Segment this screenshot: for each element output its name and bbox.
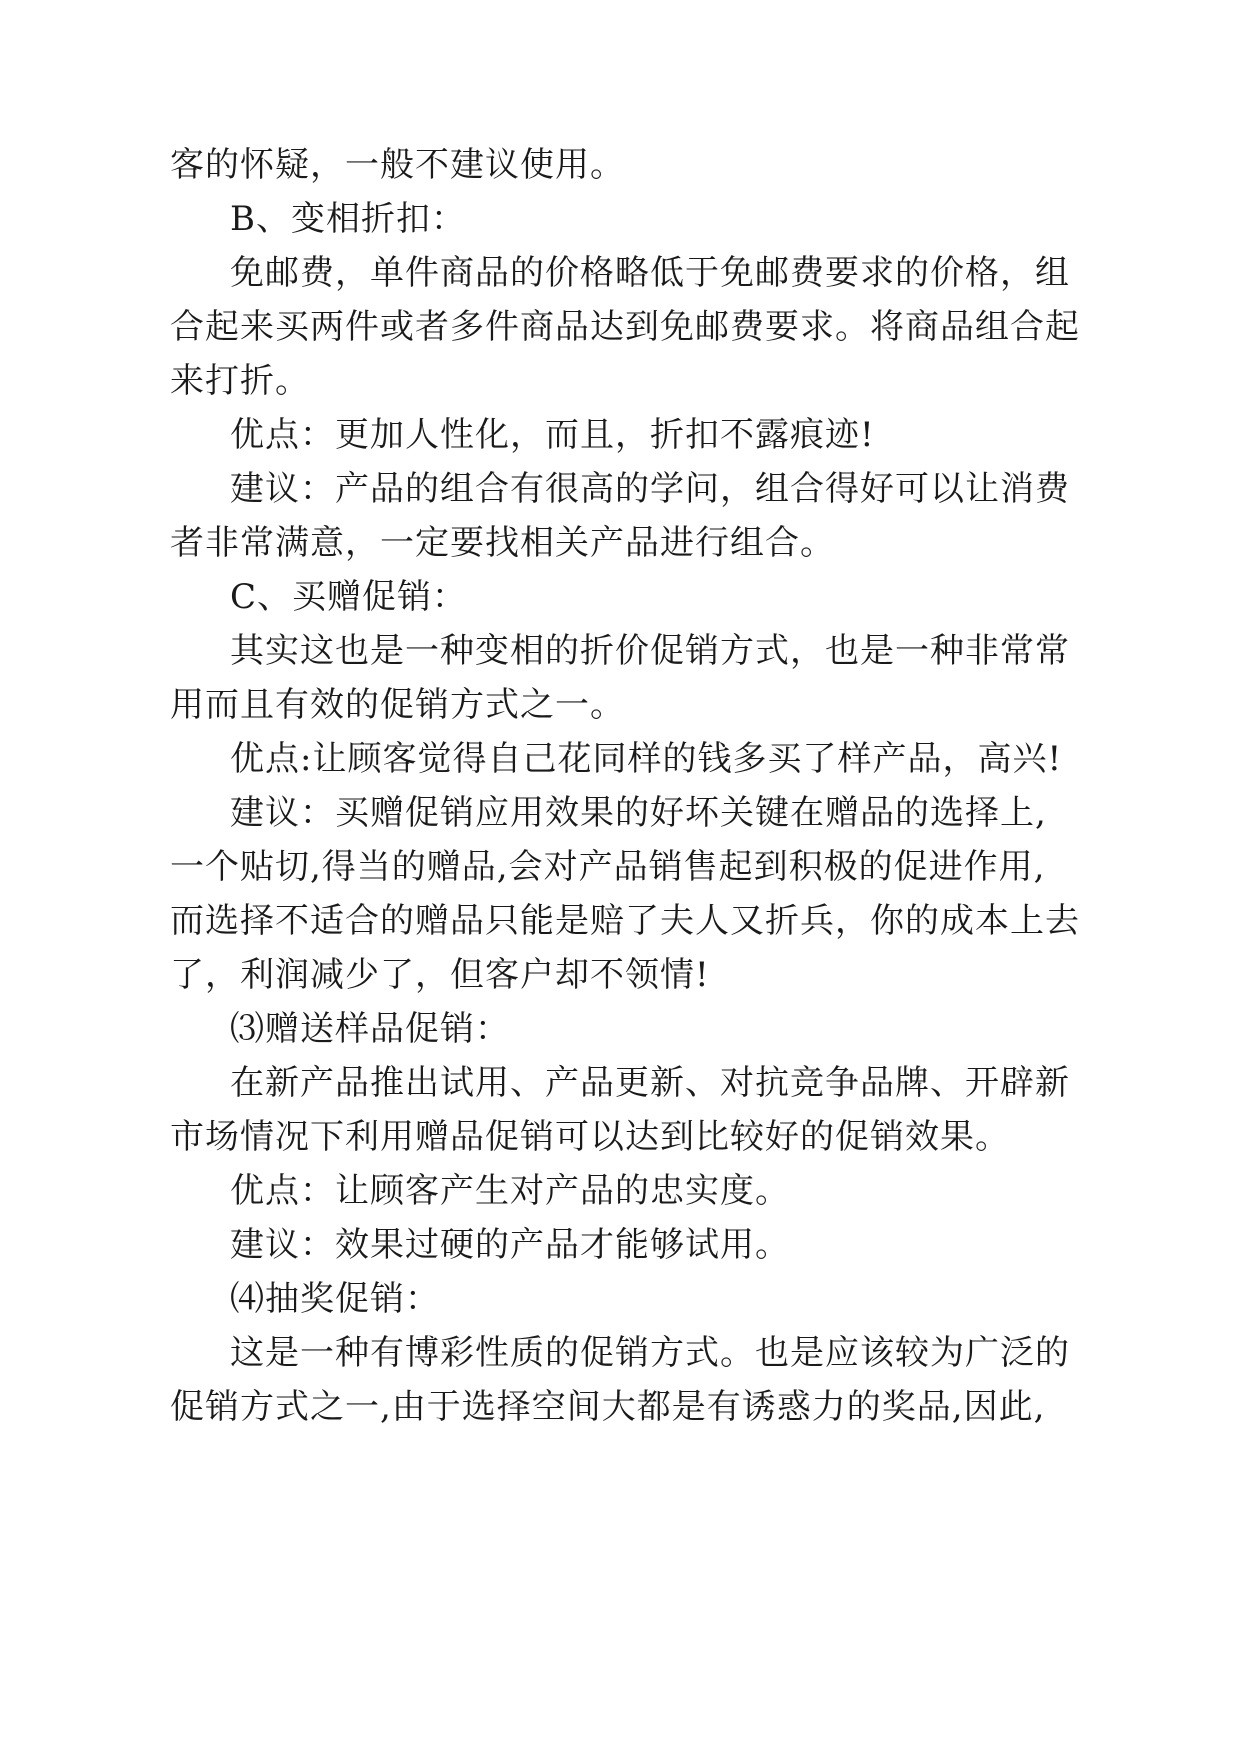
paragraph-line: 优点：更加人性化，而且，折扣不露痕迹! [230,415,875,455]
paragraph-line: 促销方式之一,由于选择空间大都是有诱惑力的奖品,因此, [170,1387,1046,1427]
paragraph-line: 来打折。 [170,361,310,401]
paragraph-line: 在新产品推出试用、产品更新、对抗竞争品牌、开辟新 [230,1063,1070,1103]
section-heading-3: ⑶赠送样品促销： [230,1009,510,1049]
paragraph-line: 者非常满意，一定要找相关产品进行组合。 [170,523,835,563]
paragraph-line: 这是一种有博彩性质的促销方式。也是应该较为广泛的 [230,1333,1070,1373]
paragraph-line: 用而且有效的促销方式之一。 [170,685,625,725]
paragraph-line: 建议：产品的组合有很高的学问，组合得好可以让消费 [230,469,1070,509]
paragraph-line: 免邮费，单件商品的价格略低于免邮费要求的价格，组 [230,253,1070,293]
section-heading-4: ⑷抽奖促销： [230,1279,440,1319]
paragraph-line: 市场情况下利用赠品促销可以达到比较好的促销效果。 [170,1117,1010,1157]
paragraph-line: 而选择不适合的赠品只能是赔了夫人又折兵，你的成本上去 [170,901,1080,941]
paragraph-line: 了，利润减少了，但客户却不领情! [170,955,710,995]
paragraph-line: 客的怀疑，一般不建议使用。 [170,145,625,185]
paragraph-line: 一个贴切,得当的赠品,会对产品销售起到积极的促进作用, [170,847,1046,887]
paragraph-line: 合起来买两件或者多件商品达到免邮费要求。将商品组合起 [170,307,1080,347]
section-heading-b: B、变相折扣： [230,199,466,239]
paragraph-line: 优点：让顾客产生对产品的忠实度。 [230,1171,790,1211]
paragraph-line: 建议：买赠促销应用效果的好坏关键在赠品的选择上, [230,793,1047,833]
section-heading-c: C、买赠促销： [230,577,468,617]
paragraph-line: 建议：效果过硬的产品才能够试用。 [230,1225,790,1265]
paragraph-line: 优点:让顾客觉得自己花同样的钱多买了样产品，高兴! [230,739,1063,779]
paragraph-line: 其实这也是一种变相的折价促销方式，也是一种非常常 [230,631,1070,671]
